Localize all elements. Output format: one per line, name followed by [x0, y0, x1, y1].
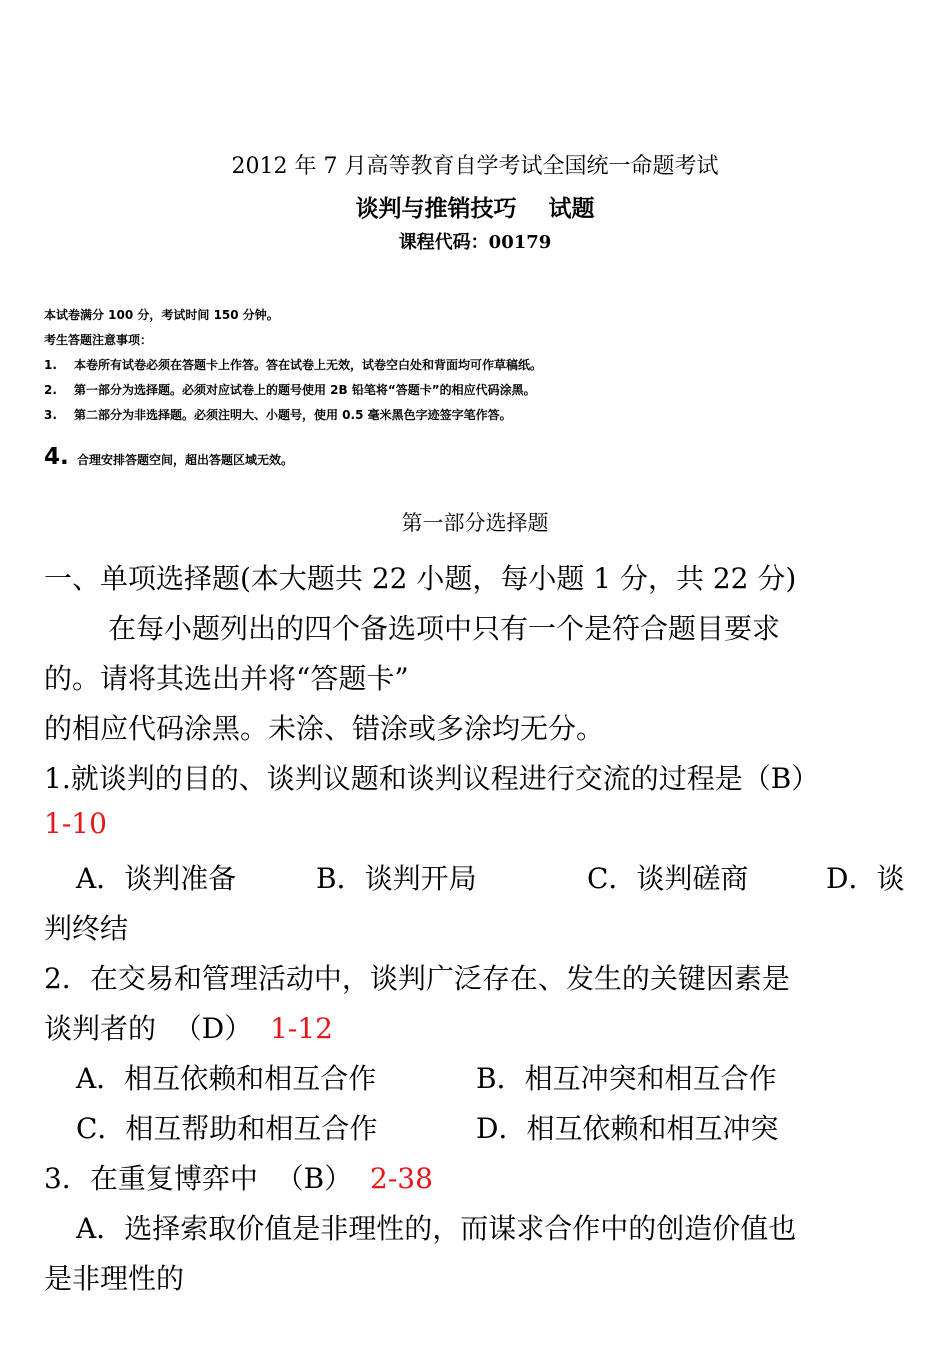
option-d: D．相互依赖和相互冲突	[476, 1112, 779, 1145]
notice-item-number: 4.	[44, 444, 69, 470]
notice-item-text: 本卷所有试卷必须在答题卡上作答。答在试卷上无效，试卷空白处和背面均可作草稿纸。	[74, 358, 543, 372]
question-stem	[44, 1157, 433, 1197]
notice-item-number: 1.	[44, 358, 57, 372]
directions-line: 的相应代码涂黑。未涂、错涂或多涂均无分。	[44, 712, 605, 745]
directions-line: 在每小题列出的四个备选项中只有一个是符合题目要求	[108, 612, 781, 645]
part-title: 第一部分选择题	[401, 511, 549, 535]
option-c: C．谈判磋商	[587, 862, 749, 895]
section-heading: 一、单项选择题(本大题共 22 小题，每小题 1 分，共 22 分)	[44, 562, 797, 595]
notice-item	[44, 444, 293, 470]
subject-title: 谈判与推销技巧 试题	[355, 195, 595, 222]
directions-line: 的。请将其选出并将“答题卡”	[44, 662, 409, 695]
option-a: A．相互依赖和相互合作	[76, 1062, 377, 1095]
option-d: D．谈	[826, 862, 905, 895]
notice-item-number: 2.	[44, 383, 57, 397]
option-b: B．谈判开局	[316, 862, 477, 895]
notice-item-text: 合理安排答题空间，超出答题区域无效。	[77, 453, 294, 467]
question-stem-text: 3．在重复博弈中 （B）	[44, 1162, 353, 1195]
option-wrap: 判终结	[44, 912, 129, 945]
notice-item	[44, 356, 542, 373]
page-reference: 1-10	[44, 807, 107, 840]
question-stem-tail: 谈判者的 （D）	[44, 1012, 253, 1045]
question-stem	[44, 1007, 333, 1047]
question-stem: 1.就谈判的目的、谈判议题和谈判议程进行交流的过程是（B）	[44, 762, 820, 795]
option-b: B．相互冲突和相互合作	[476, 1062, 777, 1095]
notice-item-text: 第二部分为非选择题。必须注明大、小题号，使用 0.5 毫米黑色字迹签字笔作答。	[74, 408, 512, 422]
notice-item	[44, 406, 512, 423]
question-stem: 2．在交易和管理活动中，谈判广泛存在、发生的关键因素是	[44, 962, 790, 995]
option-c: C．相互帮助和相互合作	[76, 1112, 378, 1145]
notice-heading: 考生答题注意事项：	[44, 333, 153, 347]
option-wrap: 是非理性的	[44, 1262, 185, 1295]
score-line: 本试卷满分 100 分，考试时间 150 分钟。	[44, 308, 279, 322]
exam-title: 2012 年 7 月高等教育自学考试全国统一命题考试	[231, 154, 719, 179]
notice-item-text: 第一部分为选择题。必须对应试卷上的题号使用 2B 铅笔将“答题卡”的相应代码涂黑。	[74, 383, 536, 397]
course-code: 课程代码：00179	[398, 232, 552, 253]
notice-item	[44, 381, 536, 398]
notice-item-number: 3.	[44, 408, 57, 422]
page-reference: 2-38	[370, 1162, 433, 1195]
option-a: A．谈判准备	[76, 862, 237, 895]
option-a: A．选择索取价值是非理性的，而谋求合作中的创造价值也	[76, 1212, 797, 1245]
page-reference: 1-12	[270, 1012, 333, 1045]
